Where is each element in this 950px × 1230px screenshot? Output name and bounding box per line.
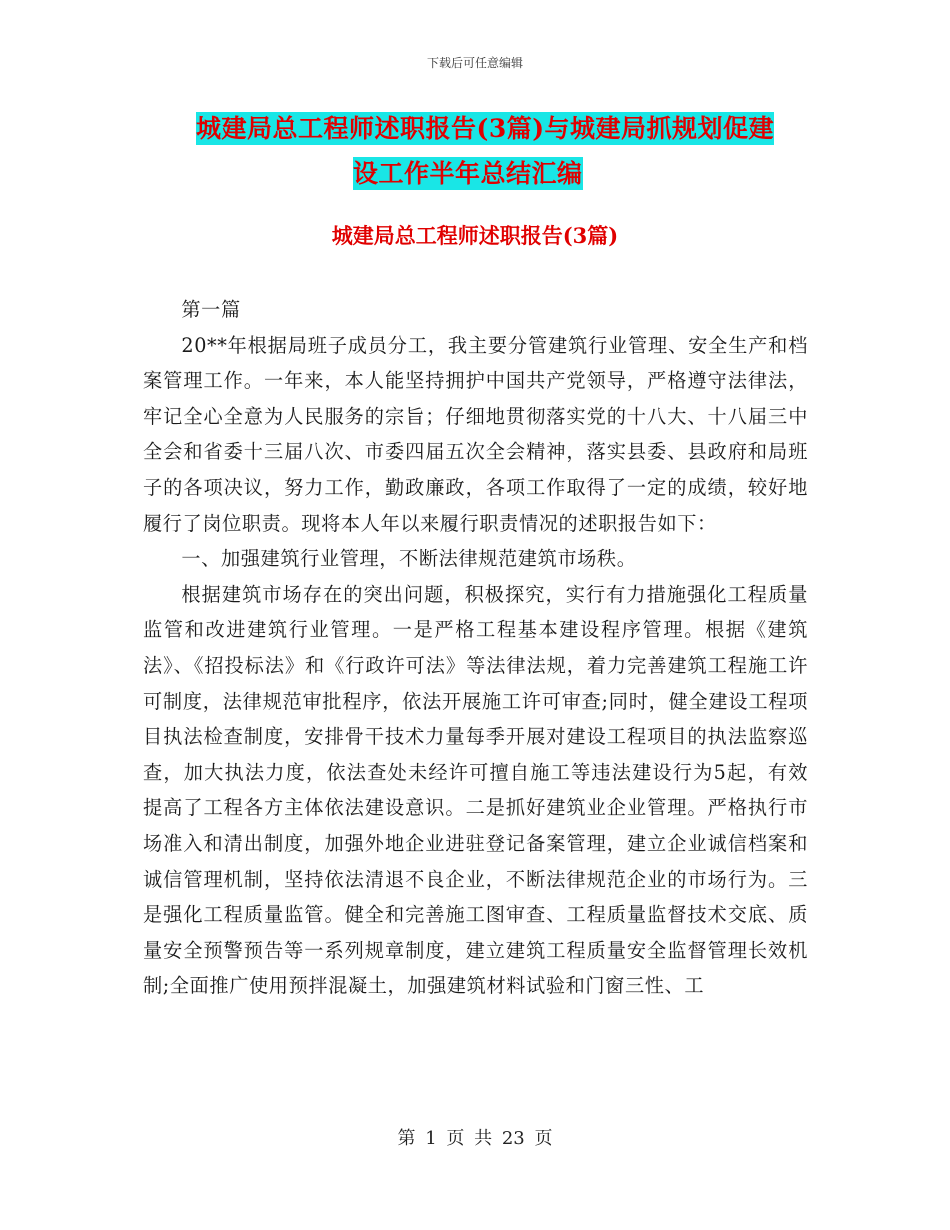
paragraph: 一、加强建筑行业管理，不断法律规范建筑市场秩。 — [181, 547, 637, 571]
title-highlight: 设工作半年总结汇编 — [353, 159, 583, 188]
document-title-line-2 — [353, 147, 653, 201]
section-title: 城建局总工程师述职报告(3篇) — [331, 223, 619, 248]
page-header-note: 下载后可任意编辑 — [426, 56, 523, 70]
title-highlight: 城建局总工程师述职报告(3篇)与城建局抓规划促建 — [196, 114, 775, 143]
paragraph: 20**年根据局班子成员分工，我主要分管建筑行业管理、安全生产和档案管理工作。一年来，本人能坚持拥护中国共产党领导，严格遵守法律法，牢记全心全意为人民服务的宗旨；仔细地贯彻落实党的十八大、十八届三中全会和省委十三届八次、市委四届五次全会精神，落实县委、县政府和局班子的各项决议，努力工作，勤政廉政，各项工作取得了一定的成绩，较好地履行了岗位职责。现将本人年以来履行职责情况的述职报告如下： — [143, 333, 808, 535]
page-number-footer: 第 1 页 共 23 页 — [397, 1128, 553, 1149]
document-body — [143, 292, 808, 1004]
paragraph: 根据建筑市场存在的突出问题，积极探究，实行有力措施强化工程质量监管和改进建筑行业管理。一是严格工程基本建设程序管理。根据《建筑法》、《招投标法》和《行政许可法》等法律法规，着力完善建筑工程施工许可制度，法律规范审批程序，依法开展施工许可审查;同时，健全建设工程项目执法检查制度，安排骨干技术力量每季开展对建设工程项目的执法监察巡查，加大执法力度，依法查处未经许可擅自施工等违法建设行为5起，有效提高了工程各方主体依法建设意识。二是抓好建筑业企业管理。严格执行市场准入和清出制度，加强外地企业进驻登记备案管理，建立企业诚信档案和诚信管理机制，坚持依法清退不良企业，不断法律规范企业的市场行为。三是强化工程质量监管。健全和完善施工图审查、工程质量监督技术交底、质量安全预警预告等一系列规章制度，建立建筑工程质量安全监督管理长效机制;全面推广使用预拌混凝土，加强建筑材料试验和门窗三性、工 — [143, 582, 808, 998]
paragraph: 第一篇 — [181, 298, 241, 321]
